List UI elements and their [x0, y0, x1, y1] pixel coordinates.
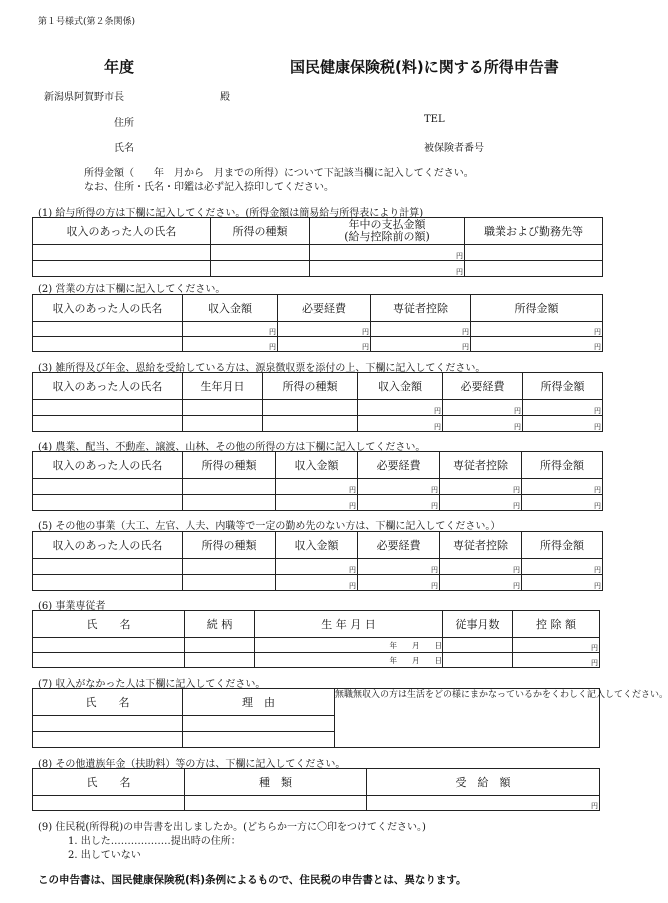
s6-r1-birthdate[interactable]: 年 月 日 — [255, 638, 443, 653]
section-6-table — [32, 610, 600, 668]
s2-r2-expenses[interactable]: 円 — [278, 337, 371, 352]
section-4-table — [32, 451, 603, 511]
s7-r2-name[interactable] — [33, 732, 183, 748]
s3-r2-expenses[interactable]: 円 — [443, 416, 523, 432]
s4-r2-income[interactable]: 円 — [276, 495, 358, 511]
s4-r1-type[interactable] — [183, 479, 276, 495]
section-5-table — [32, 531, 603, 591]
s6-header-name: 氏 名 — [33, 611, 185, 638]
s1-header-type: 所得の種類 — [211, 218, 310, 245]
table-row — [33, 495, 603, 511]
s3-r1-type[interactable] — [263, 400, 358, 416]
s6-r1-relation[interactable] — [185, 638, 255, 653]
section-1-title: (1) 給与所得の方は下欄に記入してください。(所得金額は簡易給与所得表により計算) — [38, 208, 424, 219]
s3-r2-income[interactable]: 円 — [358, 416, 443, 432]
s2-r2-net[interactable]: 円 — [471, 337, 603, 352]
s3-r1-birthdate[interactable] — [183, 400, 263, 416]
section-8-title: (8) その他遺族年金（扶助料）等の方は、下欄に記入してください。 — [38, 759, 346, 770]
section-9-title: (9) 住民税(所得税)の申告書を出しましたか。(どちらか一方に〇印をつけてください。) — [38, 822, 426, 833]
s4-r2-net[interactable]: 円 — [522, 495, 603, 511]
s6-header-birthdate: 生 年 月 日 — [255, 611, 443, 638]
s1-r2-occupation[interactable] — [465, 261, 603, 277]
s6-header-relation: 続 柄 — [185, 611, 255, 638]
s5-header-net: 所得金額 — [522, 532, 603, 559]
table-row — [33, 322, 603, 337]
s8-header-name: 氏 名 — [33, 769, 185, 796]
s4-r2-type[interactable] — [183, 495, 276, 511]
s9-option-not-submitted[interactable]: 2. 出していない — [68, 850, 141, 861]
s2-r1-name[interactable] — [33, 322, 183, 337]
s8-header-type: 種 類 — [185, 769, 367, 796]
s5-r1-net[interactable]: 円 — [522, 559, 603, 575]
s1-header-name: 収入のあった人の氏名 — [33, 218, 211, 245]
section-6-title: (6) 事業専従者 — [38, 601, 106, 612]
s3-r1-income[interactable]: 円 — [358, 400, 443, 416]
s1-header-occupation: 職業および勤務先等 — [465, 218, 603, 245]
table-row — [33, 416, 603, 432]
addressee: 新潟県阿賀野市長 — [44, 92, 124, 103]
section-3-title: (3) 雑所得及び年金、恩給を受給している方は、源泉徴収票を添付の上、下欄に記入してください。 — [38, 363, 486, 374]
section-7-table — [32, 688, 668, 748]
section-2-table — [32, 294, 603, 352]
s2-header-income: 収入金額 — [183, 295, 278, 322]
s4-r1-deduction[interactable]: 円 — [440, 479, 522, 495]
page-title: 国民健康保険税(料)に関する所得申告書 — [290, 58, 559, 76]
tel-label: TEL — [424, 114, 445, 125]
honorific: 殿 — [220, 92, 230, 103]
section-2-title: (2) 営業の方は下欄に記入してください。 — [38, 284, 226, 295]
s1-r1-amount[interactable]: 円 — [310, 245, 465, 261]
insured-number-label: 被保険者番号 — [424, 143, 484, 154]
s4-r1-name[interactable] — [33, 479, 183, 495]
section-8-table — [32, 768, 600, 811]
s5-header-deduction: 専従者控除 — [440, 532, 522, 559]
s8-r1-type[interactable] — [185, 796, 367, 811]
section-4-title: (4) 農業、配当、不動産、譲渡、山林、その他の所得の方は下欄に記入してください。 — [38, 442, 426, 453]
s4-header-income: 収入金額 — [276, 452, 358, 479]
s4-header-net: 所得金額 — [522, 452, 603, 479]
s3-header-net: 所得金額 — [523, 373, 603, 400]
name-label: 氏名 — [114, 143, 134, 154]
s1-header-amount: 年中の支払金額 (給与控除前の額) — [310, 218, 465, 245]
s1-r2-amount[interactable]: 円 — [310, 261, 465, 277]
s5-r1-type[interactable] — [183, 559, 276, 575]
s7-header-name: 氏 名 — [33, 689, 183, 716]
s4-header-type: 所得の種類 — [183, 452, 276, 479]
table-row — [33, 479, 603, 495]
intro-line-1: 所得金額（ 年 月から 月までの所得）について下記該当欄に記入してください。 — [84, 168, 474, 179]
s5-r2-expenses[interactable]: 円 — [358, 575, 440, 591]
s5-header-type: 所得の種類 — [183, 532, 276, 559]
s7-header-reason: 理 由 — [183, 689, 335, 716]
s3-r1-expenses[interactable]: 円 — [443, 400, 523, 416]
s7-r1-name[interactable] — [33, 716, 183, 732]
table-row — [33, 337, 603, 352]
form-code: 第１号様式(第２条関係) — [38, 17, 136, 27]
s6-r2-deduction[interactable]: 円 — [513, 653, 600, 668]
s5-r2-name[interactable] — [33, 575, 183, 591]
s4-r1-expenses[interactable]: 円 — [358, 479, 440, 495]
s4-r1-net[interactable]: 円 — [522, 479, 603, 495]
s2-header-name: 収入のあった人の氏名 — [33, 295, 183, 322]
s7-r2-reason[interactable] — [183, 732, 335, 748]
table-row — [33, 653, 600, 668]
s2-r2-name[interactable] — [33, 337, 183, 352]
s3-header-birthdate: 生年月日 — [183, 373, 263, 400]
s2-r2-income[interactable]: 円 — [183, 337, 278, 352]
s4-r2-expenses[interactable]: 円 — [358, 495, 440, 511]
s5-header-name: 収入のあった人の氏名 — [33, 532, 183, 559]
s5-header-income: 収入金額 — [276, 532, 358, 559]
s6-r1-name[interactable] — [33, 638, 185, 653]
s8-header-amount: 受 給 額 — [367, 769, 600, 796]
s6-r2-name[interactable] — [33, 653, 185, 668]
year-label: 年度 — [104, 58, 135, 76]
table-row — [33, 796, 600, 811]
s4-r2-deduction[interactable]: 円 — [440, 495, 522, 511]
s5-r1-deduction[interactable]: 円 — [440, 559, 522, 575]
s3-header-income: 収入金額 — [358, 373, 443, 400]
table-row — [33, 575, 603, 591]
s2-header-deduction: 専従者控除 — [371, 295, 471, 322]
s6-header-months: 従事月数 — [443, 611, 513, 638]
s4-header-expenses: 必要経費 — [358, 452, 440, 479]
s1-r1-occupation[interactable] — [465, 245, 603, 261]
s2-r1-income[interactable]: 円 — [183, 322, 278, 337]
s8-r1-amount[interactable]: 円 — [367, 796, 600, 811]
table-row — [33, 400, 603, 416]
section-5-title: (5) その他の事業（大工、左官、人夫、内職等で一定の勤め先のない方は、下欄に記入してください。） — [38, 521, 501, 532]
table-row — [33, 638, 600, 653]
s6-r1-months[interactable] — [443, 638, 513, 653]
s5-r1-expenses[interactable]: 円 — [358, 559, 440, 575]
s2-r1-deduction[interactable]: 円 — [371, 322, 471, 337]
table-row — [33, 559, 603, 575]
section-7-title: (7) 収入がなかった人は下欄に記入してください。 — [38, 679, 266, 690]
s5-r1-name[interactable] — [33, 559, 183, 575]
s3-r2-birthdate[interactable] — [183, 416, 263, 432]
s6-header-deduction: 控 除 額 — [513, 611, 600, 638]
s2-r1-net[interactable]: 円 — [471, 322, 603, 337]
s2-header-expenses: 必要経費 — [278, 295, 371, 322]
s4-header-name: 収入のあった人の氏名 — [33, 452, 183, 479]
s9-option-submitted[interactable]: 1. 出した………………提出時の住所： — [68, 836, 241, 847]
table-row — [33, 245, 603, 261]
section-1-table — [32, 217, 603, 277]
section-3-table — [32, 372, 603, 432]
s3-r2-name[interactable] — [33, 416, 183, 432]
footer-note: この申告書は、国民健康保険税(料)条例によるもので、住民税の申告書とは、異なります。 — [38, 874, 467, 886]
s3-header-expenses: 必要経費 — [443, 373, 523, 400]
s5-header-expenses: 必要経費 — [358, 532, 440, 559]
address-label: 住所 — [114, 118, 134, 129]
s6-r2-relation[interactable] — [185, 653, 255, 668]
s5-r1-income[interactable]: 円 — [276, 559, 358, 575]
s1-r1-type[interactable] — [211, 245, 310, 261]
s6-r1-deduction[interactable]: 円 — [513, 638, 600, 653]
intro-line-2: なお、住所・氏名・印鑑は必ず記入捺印してください。 — [84, 182, 334, 193]
s5-r2-type[interactable] — [183, 575, 276, 591]
s5-r2-net[interactable]: 円 — [522, 575, 603, 591]
s1-r2-type[interactable] — [211, 261, 310, 277]
s1-r2-name[interactable] — [33, 261, 211, 277]
s3-header-name: 収入のあった人の氏名 — [33, 373, 183, 400]
s3-r1-name[interactable] — [33, 400, 183, 416]
table-row — [33, 261, 603, 277]
s3-r1-net[interactable]: 円 — [523, 400, 603, 416]
s4-header-deduction: 専従者控除 — [440, 452, 522, 479]
s5-r2-income[interactable]: 円 — [276, 575, 358, 591]
s8-r1-name[interactable] — [33, 796, 185, 811]
s2-r1-expenses[interactable]: 円 — [278, 322, 371, 337]
s7-r1-reason[interactable] — [183, 716, 335, 732]
s7-note[interactable]: 無職無収入の方は生活をどの様にまかなっているかをくわしく記入してください。 — [335, 689, 600, 748]
s5-r2-deduction[interactable]: 円 — [440, 575, 522, 591]
s6-r2-months[interactable] — [443, 653, 513, 668]
s1-r1-name[interactable] — [33, 245, 211, 261]
s4-r1-income[interactable]: 円 — [276, 479, 358, 495]
s2-r2-deduction[interactable]: 円 — [371, 337, 471, 352]
s3-header-type: 所得の種類 — [263, 373, 358, 400]
s3-r2-net[interactable]: 円 — [523, 416, 603, 432]
s2-header-net: 所得金額 — [471, 295, 603, 322]
s3-r2-type[interactable] — [263, 416, 358, 432]
s4-r2-name[interactable] — [33, 495, 183, 511]
s6-r2-birthdate[interactable]: 年 月 日 — [255, 653, 443, 668]
